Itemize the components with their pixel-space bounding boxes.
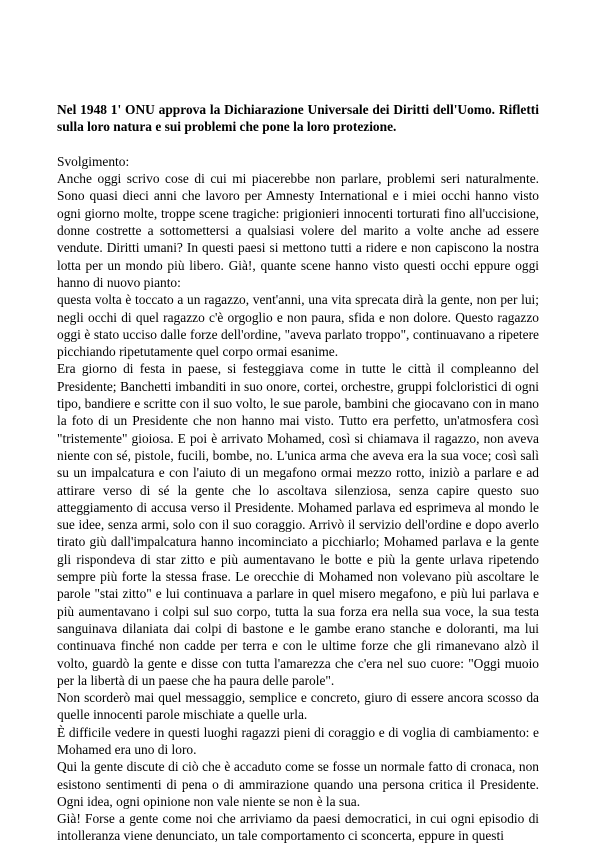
paragraph: Anche oggi scrivo cose di cui mi piacerebbe non parlare, problemi seri naturalmente. Sono quasi dieci anni che lavoro per Amnesty International e i miei occhi hanno visto ogni giorno molte, troppe scene tragiche: prigionieri innocenti torturati fino all'uccisione, donne costrette a sottomettersi a qualsiasi volere del marito a volte anche ad essere vendute. Diritti umani? In questi paesi si mettono tutti a ridere e non capiscono la nostra lotta per un mondo più libero. Già!, quante scene hanno visto questi occhi eppure oggi hanno di nuovo pianto: bbox=[57, 171, 539, 290]
essay-title: Nel 1948 1' ONU approva la Dichiarazione Universale dei Diritti dell'Uomo. Rifletti sulla loro natura e sui problemi che pone la loro protezione. bbox=[57, 102, 539, 135]
paragraph: Qui la gente discute di ciò che è accaduto come se fosse un normale fatto di cronaca, non esistono sentimenti di pena o di ammirazione quando una persona critica il Presidente. Ogni idea, ogni opinione non vale niente se non è la sua. bbox=[57, 759, 539, 809]
document-page bbox=[57, 101, 539, 845]
section-label: Svolgimento: bbox=[57, 153, 130, 169]
paragraph: Era giorno di festa in paese, si festeggiava come in tutte le città il compleanno del Presidente; Banchetti imbanditi in suo onore, cortei, orchestre, gruppi folcloristici di ogni tipo, bandiere e scritte con il suo volto, le sue parole, bambini che giocavano con in mano la foto di un Presidente che non hanno mai visto. Tutto era perfetto, un'atmosfera così "tristemente" gioiosa. E poi è arrivato Mohamed, così si chiamava il ragazzo, non aveva niente con sé, pistole, fucili, bombe, no. L'unica arma che aveva era la sua voce; così salì su un impalcatura e con l'aiuto di un megafono ormai mezzo rotto, iniziò a parlare e ad attirare verso di sé la gente che lo ascoltava silenziosa, senza capire questo suo atteggiamento di accusa verso il Presidente. Mohamed parlava ed esprimeva al mondo le sue idee, senza armi, solo con il suo coraggio. Arrivò il servizio dell'ordine e dopo averlo tirato giù dall'impalcatura hanno incominciato a picchiarlo; Mohamed parlava e la gente gli rispondeva di star zitto e più aumentavano le botte e più la gente urlava ripetendo sempre più forte la stessa frase. Le orecchie di Mohamed non volevano più ascoltare le parole "stai zitto" e lui continuava a parlare in quel misero megafono, e più lui parlava e più aumentavano i colpi sul suo corpo, tutta la sua forza era nella sua voce, la sua testa sanguinava dilaniata dai colpi di bastone e le gambe erano stanche e doloranti, ma lui continuava finché non cadde per terra e con le ultime forze che gli rimanevano alzò il volto, guardò la gente e disse con tutta l'amarezza che c'era nel suo cuore: "Oggi muoio per la libertà di un paese che ha paura delle parole". bbox=[57, 361, 539, 688]
blank-line bbox=[57, 136, 539, 153]
paragraph: questa volta è toccato a un ragazzo, vent'anni, una vita sprecata dirà la gente, non per lui; negli occhi di quel ragazzo c'è orgoglio e non paura, sfida e non dolore. Questo ragazzo oggi è stato ucciso dalle forze dell'ordine, "aveva parlato troppo", continuavano a ripetere picchiando ripetutamente quel corpo ormai esanime. bbox=[57, 292, 539, 360]
paragraph: Non scorderò mai quel messaggio, semplice e concreto, giuro di essere ancora scosso da quelle innocenti parole mischiate a quelle urla. bbox=[57, 690, 539, 723]
paragraph: Già! Forse a gente come noi che arriviamo da paesi democratici, in cui ogni episodio di intolleranza viene denunciato, un tale comportamento ci sconcerta, eppure in questi bbox=[57, 811, 539, 844]
paragraph: È difficile vedere in questi luoghi ragazzi pieni di coraggio e di voglia di cambiamento: e Mohamed era uno di loro. bbox=[57, 724, 539, 757]
